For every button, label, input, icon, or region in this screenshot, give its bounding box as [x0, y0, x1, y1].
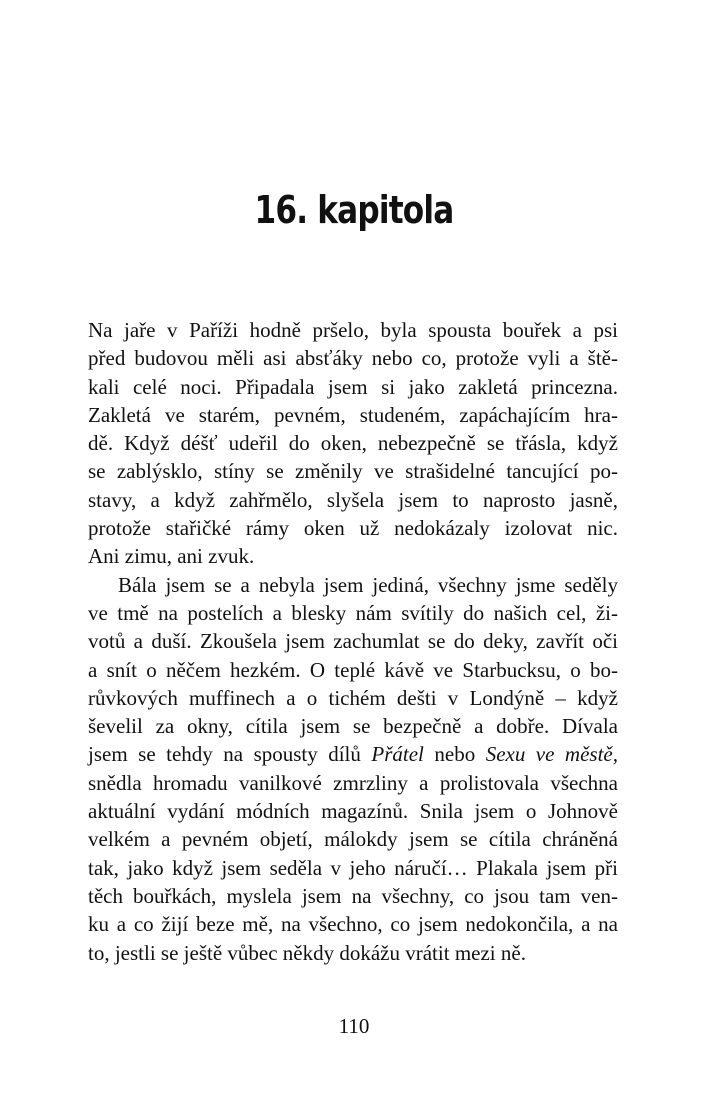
text-line: snědla hromadu vanilkové zmrzliny a prolistovala všechna [88, 770, 618, 795]
text-segment: jsem se tehdy na spousty dílů [88, 742, 372, 767]
paragraph-1 [88, 316, 618, 571]
text-line: dě. Když déšť udeřil do oken, nebezpečně se třásla, když [88, 431, 618, 456]
text-line: Bála jsem se a nebyla jsem jediná, všechny jsme seděly [118, 572, 618, 597]
text-line: votů a duší. Zkoušela jsem zachumlat se do deky, zavřít oči [88, 629, 618, 654]
text-line: růvkových muffinech a o tichém dešti v Londýně – když [88, 685, 618, 710]
text-line: stavy, a když zahřmělo, slyšela jsem to naprosto jasně, [88, 487, 618, 512]
text-line: a snít o něčem hezkém. O teplé kávě ve Starbucksu, o bo- [88, 657, 618, 682]
text-line: před budovou měli asi absťáky nebo co, protože vyli a ště- [88, 346, 618, 371]
text-line-with-titles [88, 740, 618, 768]
text-line: těch bouřkách, myslela jsem na všechny, co jsou tam ven- [88, 883, 618, 908]
text-line: aktuální vydání módních magazínů. Snila jsem o Johnově [88, 799, 618, 824]
text-line: se zablýsklo, stíny se změnily ve strašidelné tancující po- [88, 459, 618, 484]
chapter-title: 16. kapitola [254, 188, 454, 232]
body-text [88, 316, 618, 967]
italic-title-friends: Přátel [371, 742, 424, 767]
text-line: ve tmě na postelích a blesky nám svítily do našich cel, ži- [88, 600, 618, 625]
paragraph-2 [88, 571, 618, 967]
text-line: Na jaře v Paříži hodně pršelo, byla spousta bouřek a psi [88, 318, 618, 342]
text-line: ku a co žijí beze mě, na všechno, co jsem nedokončila, a na [88, 912, 618, 937]
text-line: tak, jako když jsem seděla v jeho náručí… Plakala jsem při [88, 855, 618, 880]
text-line: protože stařičké rámy oken už nedokázaly izolovat nic. [88, 516, 618, 541]
page-number: 110 [338, 1014, 370, 1038]
text-line: velkém a pevném objetí, málokdy jsem se cítila chráněná [88, 827, 618, 852]
text-line: Zakletá ve starém, pevném, studeném, zapáchajícím hra- [88, 402, 618, 427]
text-line: ševelil za okny, cítila jsem se bezpečně a dobře. Dívala [88, 714, 618, 739]
text-line: Ani zimu, ani zvuk. [88, 544, 255, 569]
italic-title-sex-and-the-city: Sexu ve městě, [485, 742, 619, 767]
text-segment: nebo [423, 742, 486, 767]
text-line: to, jestli se ještě vůbec někdy dokážu vrátit mezi ně. [88, 940, 526, 965]
text-line: kali celé noci. Připadala jsem si jako zakletá princezna. [88, 374, 618, 399]
